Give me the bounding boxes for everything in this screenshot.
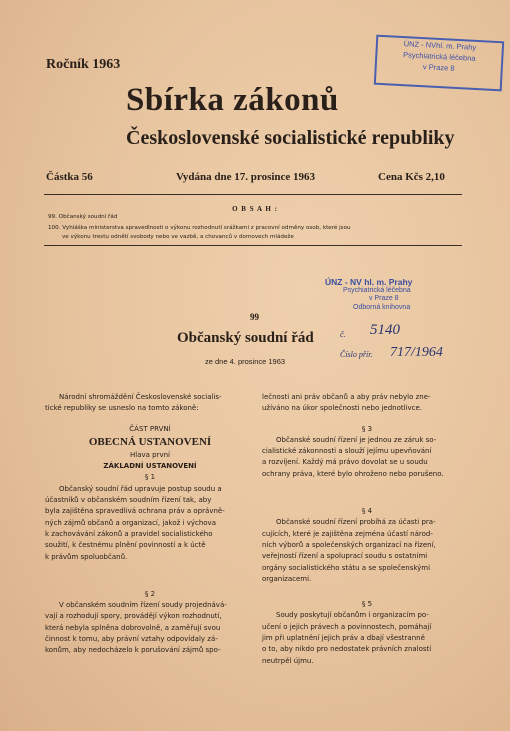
paragraph-line: tické republiky se usneslo na tomto zákoně: (45, 404, 199, 413)
paragraph-line: činnost k tomu, aby právní vztahy odpovídaly zá- (45, 635, 218, 644)
chapter-heading: Hlava první (129, 450, 170, 459)
paragraph-line: užíváno na úkor společnosti nebo jednotlivce. (262, 404, 423, 413)
page-title: Sbírka zákonů (126, 82, 339, 118)
paragraph-line: lečnosti ani práv občanů a aby práv nebylo zne- (262, 393, 431, 401)
paragraph-line: Občanské soudní řízení je jednou ze záruk so- (276, 435, 437, 444)
section-heading: § 4 (361, 507, 373, 516)
contents-item: 100. Vyhláška ministerstva spravedlnosti o výkonu rozhodnutí srážkami z pracovní odměny osob, které jsou (48, 225, 351, 231)
library-stamp-middle (325, 278, 412, 312)
paragraph-line: ních výborů a společenských organizací na řízení, (262, 540, 436, 549)
handwritten-field-label: Číslo přír. (340, 350, 373, 359)
section-heading: § 1 (144, 473, 156, 482)
paragraph-line: neutrpěl újmu. (262, 656, 314, 665)
paragraph-line: která nebyla splněna dobrovolně, a zaměřují svou (45, 623, 221, 632)
paragraph-line: učení o jejich právech a povinnostech, pomáhají (262, 622, 432, 631)
paragraph-line: o to, aby nikdo pro nedostatek právních znalostí (262, 645, 432, 654)
paragraph-line: účastníků v občanském soudním řízení tak, aby (45, 496, 212, 505)
paragraph-line: cialistické zákonnosti a slouží jejímu upevňování (262, 447, 432, 456)
part-title: OBECNÁ USTANOVENÍ (88, 435, 212, 448)
paragraph-line: byla zajištěna spravedlivá ochrana práv a oprávně- (45, 507, 225, 516)
handwritten-value: 717/1964 (390, 345, 443, 360)
issue-number: Částka 56 (46, 171, 93, 183)
paragraph-line: vají a rozhodují spory, provádějí výkon rozhodnutí, (45, 612, 222, 621)
right-column (262, 392, 472, 667)
paragraph-line: jim při uplatnění jejich práv a dbají všestranně (262, 634, 425, 643)
paragraph-line: Národní shromáždění Československé socialis- (59, 393, 222, 401)
divider (44, 245, 462, 246)
paragraph-line: orgány socialistického státu a se společenskými (262, 563, 431, 572)
paragraph-line: ných zájmů občanů a organizací, jakož i výchova (45, 518, 216, 527)
left-column (45, 392, 255, 657)
contents-item: ve výkonu trestu odnětí svobody nebo ve vazbě, a chovanců v domovech mládeže (62, 234, 294, 240)
section-heading: § 3 (361, 424, 373, 433)
contents-heading: O B S A H : (232, 205, 278, 213)
paragraph-line: cujících, které je zajištěna zejména účastí národ- (262, 529, 433, 538)
paragraph-line: Soudy poskytují občanům i organizacím po- (276, 611, 429, 620)
divider (44, 194, 462, 195)
paragraph-line: Občanský soudní řád upravuje postup soudu a (59, 484, 222, 493)
stamp-line: ÚNZ - NVhl. m. Prahy (403, 39, 477, 52)
paragraph-line: k právům spoluobčanů. (45, 552, 128, 561)
section-heading: § 5 (361, 600, 373, 609)
issue-price: Cena Kčs 2,10 (378, 171, 445, 183)
paragraph-line: soužití, k čestnému plnění povinností a k úctě (45, 541, 206, 550)
handwritten-value: 5140 (370, 322, 400, 338)
page-subtitle: Československé socialistické republiky (126, 127, 455, 149)
volume-label: Ročník 1963 (46, 57, 121, 72)
stamp-line: v Praze 8 (369, 295, 399, 302)
law-number: 99 (250, 312, 259, 322)
stamp-line: v Praze 8 (422, 62, 455, 73)
chapter-title: ZÁKLADNÍ USTANOVENÍ (103, 462, 197, 471)
library-stamp-top (374, 35, 504, 92)
paragraph-line: a rozvíjení. Každý má právo dovolat se u soudu (262, 458, 428, 467)
stamp-line: Psychiatrická léčebna (402, 50, 476, 63)
contents-item: 99. Občanský soudní řád (48, 214, 118, 220)
paragraph-line: veřejností řízení a spoluprací soudu s ostatními (262, 552, 428, 561)
issue-date: Vydána dne 17. prosince 1963 (176, 171, 316, 183)
stamp-line: Psychiatrická léčebna (343, 286, 411, 294)
paragraph-line: konům, aby nedocházelo k porušování zájmů spo- (45, 646, 221, 655)
paragraph-line: k zachovávání zákonů a pravidel socialistického (45, 529, 213, 538)
stamp-line: Odborná knihovna (353, 303, 411, 311)
paragraph-line: Občanské soudní řízení probíhá za účasti pra- (276, 518, 436, 527)
paragraph-line: ochrany práva, které bylo ohroženo nebo porušeno. (262, 469, 444, 478)
stamp-line: ÚNZ - NV hl. m. Prahy (325, 277, 413, 287)
law-date: ze dne 4. prosince 1963 (205, 357, 286, 366)
section-heading: § 2 (144, 589, 156, 598)
handwritten-field-label: č. (340, 330, 346, 339)
paragraph-line: organizacemi. (262, 574, 312, 583)
paragraph-line: V občanském soudním řízení soudy projednává- (59, 601, 227, 610)
law-title: Občanský soudní řád (177, 330, 314, 346)
part-heading: ČÁST PRVNÍ (129, 424, 171, 433)
